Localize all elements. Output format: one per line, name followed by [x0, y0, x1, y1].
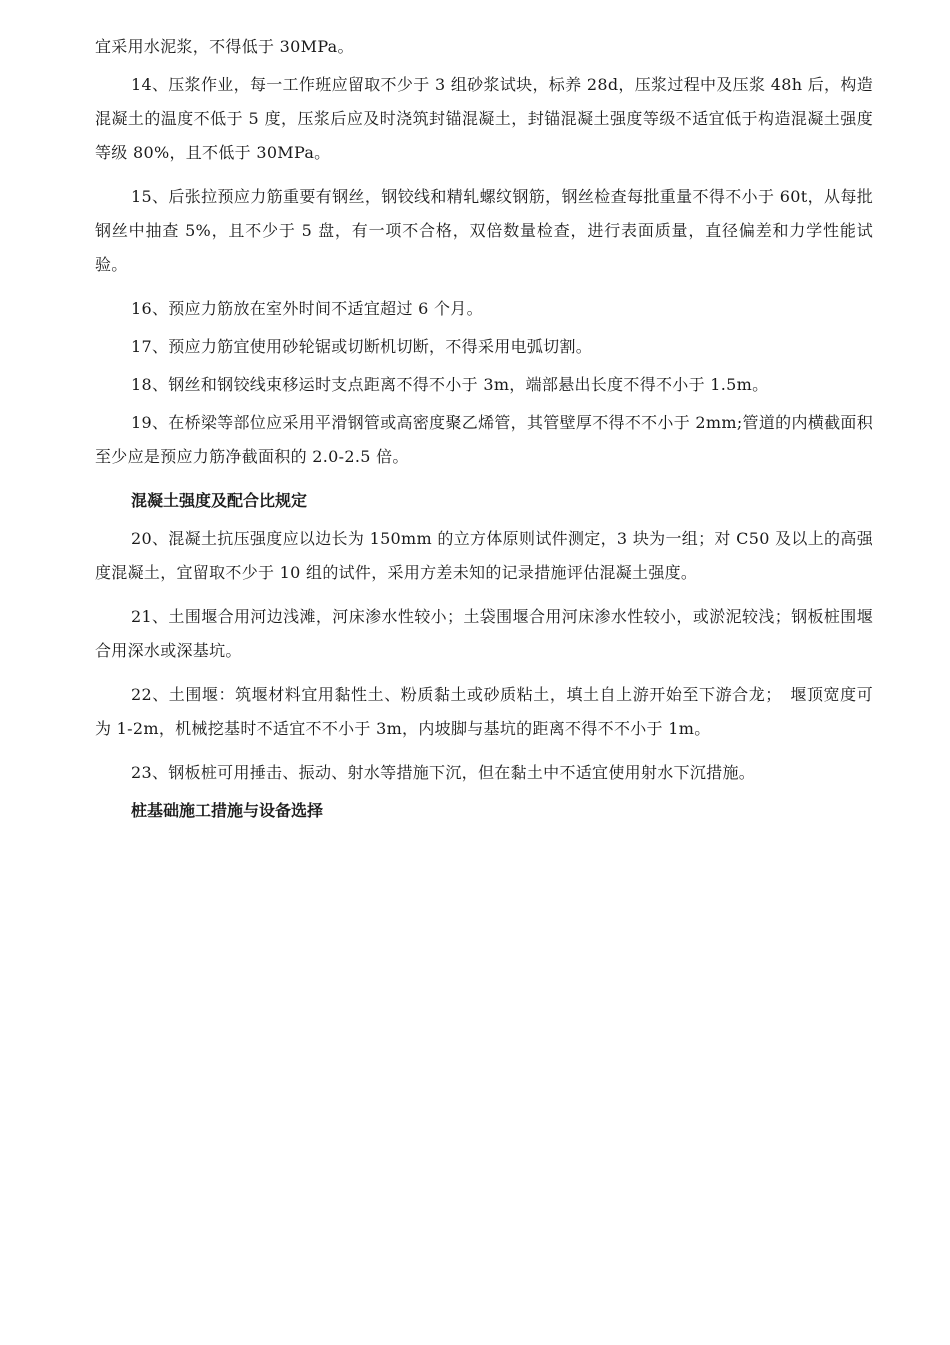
section-heading-pile-foundation: 桩基础施工措施与设备选择: [131, 801, 324, 820]
section-heading-concrete-strength: 混凝土强度及配合比规定: [131, 491, 308, 510]
paragraph-16: 16、预应力筋放在室外时间不适宜超过 6 个月。: [131, 299, 483, 318]
paragraph-19: 19、在桥梁等部位应采用平滑钢管或高密度聚乙烯管，其管壁厚不得不不小于 2mm;管道的内横截面积至少应是预应力筋净截面积的 2.0-2.5 倍。: [95, 413, 873, 466]
paragraph-18: 18、钢丝和钢铰线束移运时支点距离不得不小于 3m，端部悬出长度不得不小于 1.5m。: [131, 375, 769, 394]
paragraph-14: 14、压浆作业，每一工作班应留取不少于 3 组砂浆试块，标养 28d，压浆过程中及压浆 48h 后，构造混凝土的温度不低于 5 度，压浆后应及时浇筑封锚混凝土，封锚混凝土强度等级不适宜低于构造混凝土强度等级 80%，且不低于 30MPa。: [95, 75, 873, 162]
paragraph-23: 23、钢板桩可用捶击、振动、射水等措施下沉，但在黏土中不适宜使用射水下沉措施。: [131, 763, 756, 782]
paragraph-continuation: 宜采用水泥浆，不得低于 30MPa。: [95, 37, 354, 56]
paragraph-20: 20、混凝土抗压强度应以边长为 150mm 的立方体原则试件测定，3 块为一组；对 C50 及以上的高强度混凝土，宜留取不少于 10 组的试件，采用方差未知的记录措施评估混凝土强度。: [95, 529, 873, 582]
paragraph-17: 17、预应力筋宜使用砂轮锯或切断机切断，不得采用电弧切割。: [131, 337, 593, 356]
paragraph-22: 22、土围堰：筑堰材料宜用黏性土、粉质黏土或砂质粘土，填土自上游开始至下游合龙； 堰顶宽度可为 1-2m，机械挖基时不适宜不不小于 3m，内坡脚与基坑的距离不得不不小于 1m。: [95, 685, 873, 738]
document-page: [95, 30, 873, 832]
paragraph-21: 21、土围堰合用河边浅滩，河床渗水性较小；土袋围堰合用河床渗水性较小，或淤泥较浅；钢板桩围堰合用深水或深基坑。: [95, 607, 873, 660]
paragraph-15: 15、后张拉预应力筋重要有钢丝，钢铰线和精轧螺纹钢筋，钢丝检查每批重量不得不小于 60t，从每批钢丝中抽查 5%，且不少于 5 盘，有一项不合格，双倍数量检查，进行表面质量，直径偏差和力学性能试验。: [95, 187, 873, 274]
